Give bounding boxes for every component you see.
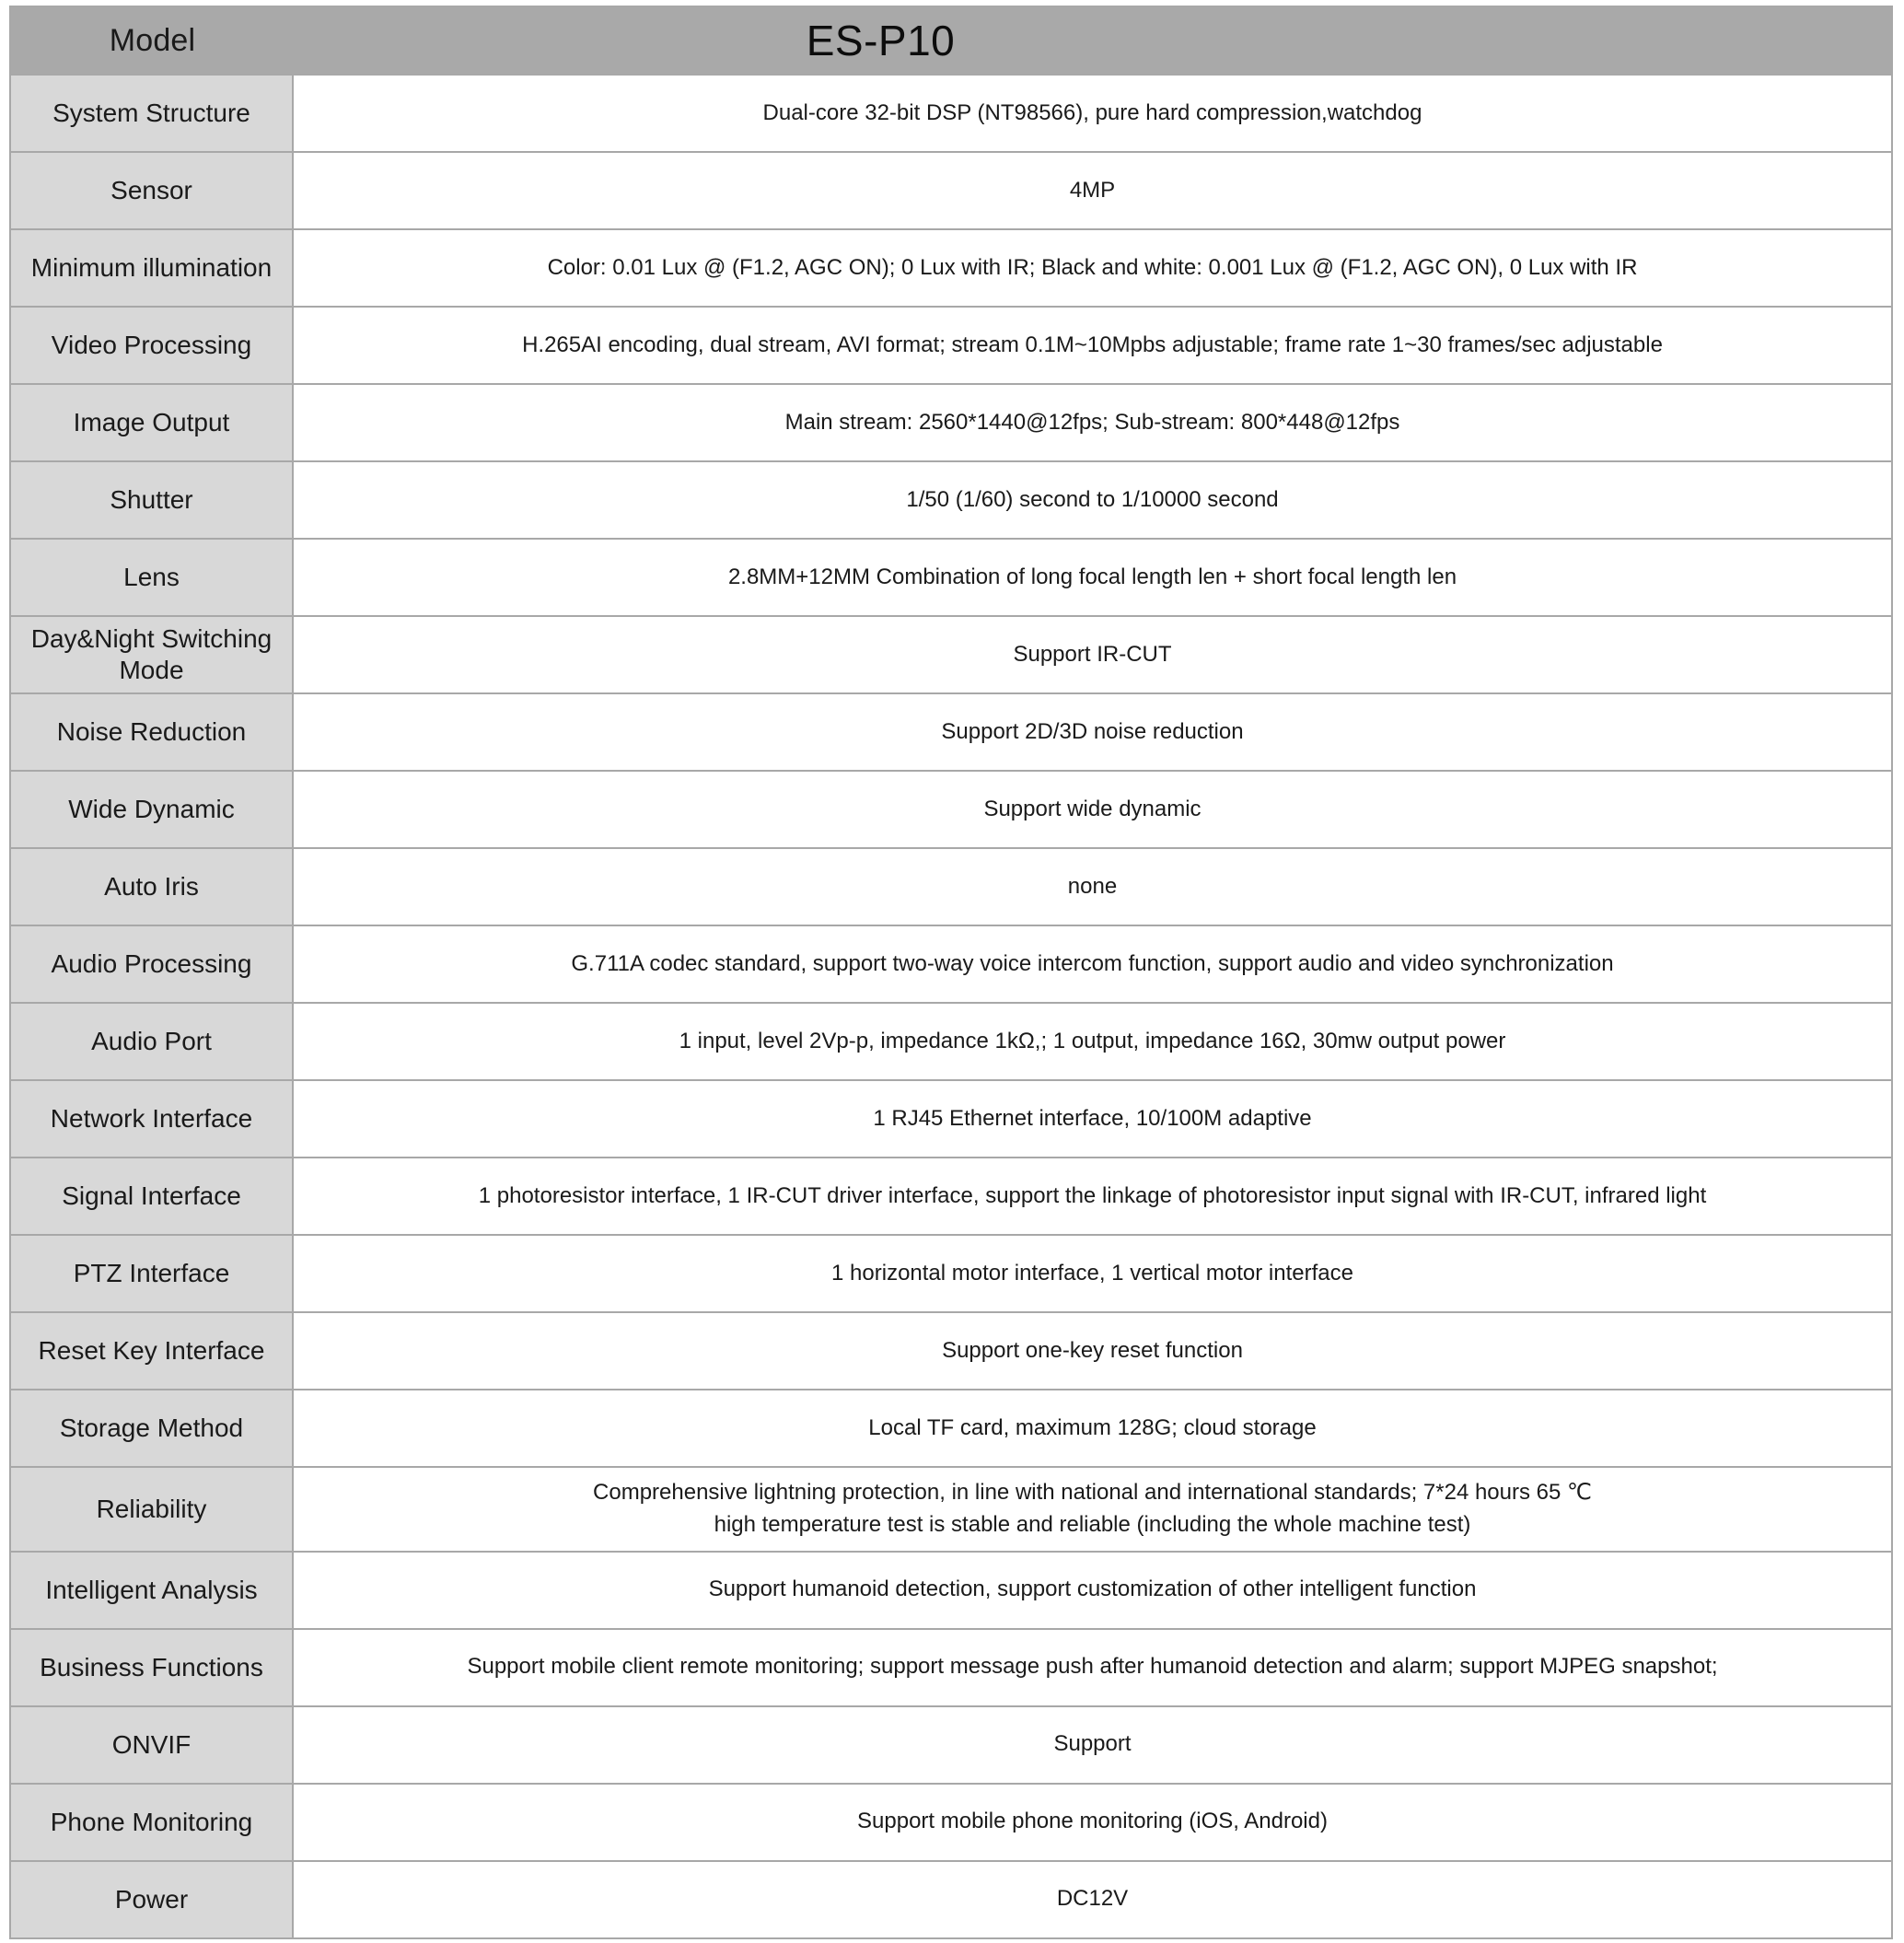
spec-label-audio-port: Audio Port — [10, 1003, 293, 1080]
spec-label-audio-processing: Audio Processing — [10, 925, 293, 1003]
table-row — [10, 1158, 1892, 1235]
spec-label-business-functions: Business Functions — [10, 1629, 293, 1706]
model-header-label: Model — [109, 22, 196, 58]
spec-label-wide-dynamic: Wide Dynamic — [10, 771, 293, 848]
spec-label-sensor: Sensor — [10, 152, 293, 229]
table-row — [10, 771, 1892, 848]
spec-value-audio-port: 1 input, level 2Vp-p, impedance 1kΩ,; 1 output, impedance 16Ω, 30mw output power — [293, 1003, 1892, 1080]
spec-label-day-night-switching-mode: Day&Night Switching Mode — [10, 616, 293, 693]
spec-value-network-interface: 1 RJ45 Ethernet interface, 10/100M adaptive — [293, 1080, 1892, 1158]
table-row — [10, 848, 1892, 925]
spec-value-minimum-illumination: Color: 0.01 Lux @ (F1.2, AGC ON); 0 Lux with IR; Black and white: 0.001 Lux @ (F1.2, AGC ON), 0 Lux with IR — [293, 229, 1892, 307]
spec-label-reliability: Reliability — [10, 1467, 293, 1552]
table-row — [10, 1784, 1892, 1861]
table-row — [10, 307, 1892, 384]
table-row — [10, 1467, 1892, 1552]
spec-label-system-structure: System Structure — [10, 75, 293, 152]
table-row — [10, 384, 1892, 461]
table-header-cell — [10, 6, 1892, 75]
spec-label-noise-reduction: Noise Reduction — [10, 693, 293, 771]
table-row — [10, 616, 1892, 693]
spec-value-shutter: 1/50 (1/60) second to 1/10000 second — [293, 461, 1892, 539]
spec-value-intelligent-analysis: Support humanoid detection, support customization of other intelligent function — [293, 1552, 1892, 1629]
spec-label-video-processing: Video Processing — [10, 307, 293, 384]
spec-value-ptz-interface: 1 horizontal motor interface, 1 vertical motor interface — [293, 1235, 1892, 1312]
table-row — [10, 539, 1892, 616]
spec-value-noise-reduction: Support 2D/3D noise reduction — [293, 693, 1892, 771]
spec-value-onvif: Support — [293, 1706, 1892, 1784]
spec-label-signal-interface: Signal Interface — [10, 1158, 293, 1235]
spec-value-sensor: 4MP — [293, 152, 1892, 229]
spec-value-reliability-line1: Comprehensive lightning protection, in line with national and international standards; 7*24 hours 65 ℃ — [593, 1480, 1592, 1505]
table-row — [10, 1706, 1892, 1784]
spec-value-power: DC12V — [293, 1861, 1892, 1938]
spec-label-reset-key-interface: Reset Key Interface — [10, 1312, 293, 1390]
spec-label-intelligent-analysis: Intelligent Analysis — [10, 1552, 293, 1629]
spec-label-auto-iris: Auto Iris — [10, 848, 293, 925]
spec-label-power: Power — [10, 1861, 293, 1938]
specification-table — [9, 6, 1893, 1939]
spec-value-auto-iris: none — [293, 848, 1892, 925]
spec-value-video-processing: H.265AI encoding, dual stream, AVI format; stream 0.1M~10Mpbs adjustable; frame rate 1~30 frames/sec adjustable — [293, 307, 1892, 384]
table-row — [10, 1235, 1892, 1312]
table-row — [10, 75, 1892, 152]
spec-label-minimum-illumination: Minimum illumination — [10, 229, 293, 307]
spec-value-reliability-line2: high temperature test is stable and reliable (including the whole machine test) — [714, 1511, 1471, 1537]
spec-label-ptz-interface: PTZ Interface — [10, 1235, 293, 1312]
table-row — [10, 1080, 1892, 1158]
spec-value-wide-dynamic: Support wide dynamic — [293, 771, 1892, 848]
table-row — [10, 1003, 1892, 1080]
spec-value-audio-processing: G.711A codec standard, support two-way voice intercom function, support audio and video synchronization — [293, 925, 1892, 1003]
spec-value-lens: 2.8MM+12MM Combination of long focal length len + short focal length len — [293, 539, 1892, 616]
spec-value-day-night-switching-mode: Support IR-CUT — [293, 616, 1892, 693]
spec-value-business-functions: Support mobile client remote monitoring; support message push after humanoid detection and alarm; support MJPEG snapshot; — [293, 1629, 1892, 1706]
table-header-inner — [11, 7, 1891, 74]
spec-label-storage-method: Storage Method — [10, 1390, 293, 1467]
table-row — [10, 1312, 1892, 1390]
spec-label-network-interface: Network Interface — [10, 1080, 293, 1158]
table-row — [10, 1552, 1892, 1629]
table-row — [10, 925, 1892, 1003]
table-row — [10, 1861, 1892, 1938]
table-row — [10, 1629, 1892, 1706]
spec-value-reset-key-interface: Support one-key reset function — [293, 1312, 1892, 1390]
spec-label-lens: Lens — [10, 539, 293, 616]
table-row — [10, 229, 1892, 307]
table-header-row — [10, 6, 1892, 75]
spec-value-phone-monitoring: Support mobile phone monitoring (iOS, Android) — [293, 1784, 1892, 1861]
spec-label-onvif: ONVIF — [10, 1706, 293, 1784]
spec-value-storage-method: Local TF card, maximum 128G; cloud storage — [293, 1390, 1892, 1467]
spec-value-image-output: Main stream: 2560*1440@12fps; Sub-stream: 800*448@12fps — [293, 384, 1892, 461]
spec-label-shutter: Shutter — [10, 461, 293, 539]
spec-label-image-output: Image Output — [10, 384, 293, 461]
spec-label-phone-monitoring: Phone Monitoring — [10, 1784, 293, 1861]
spec-value-reliability — [293, 1467, 1892, 1552]
spec-value-system-structure: Dual-core 32-bit DSP (NT98566), pure hard compression,watchdog — [293, 75, 1892, 152]
table-row — [10, 1390, 1892, 1467]
spec-value-signal-interface: 1 photoresistor interface, 1 IR-CUT driver interface, support the linkage of photoresistor input signal with IR-CUT, infrared light — [293, 1158, 1892, 1235]
table-row — [10, 152, 1892, 229]
table-row — [10, 461, 1892, 539]
specification-table-body — [10, 6, 1892, 1938]
model-name-value: ES-P10 — [806, 17, 956, 64]
table-row — [10, 693, 1892, 771]
